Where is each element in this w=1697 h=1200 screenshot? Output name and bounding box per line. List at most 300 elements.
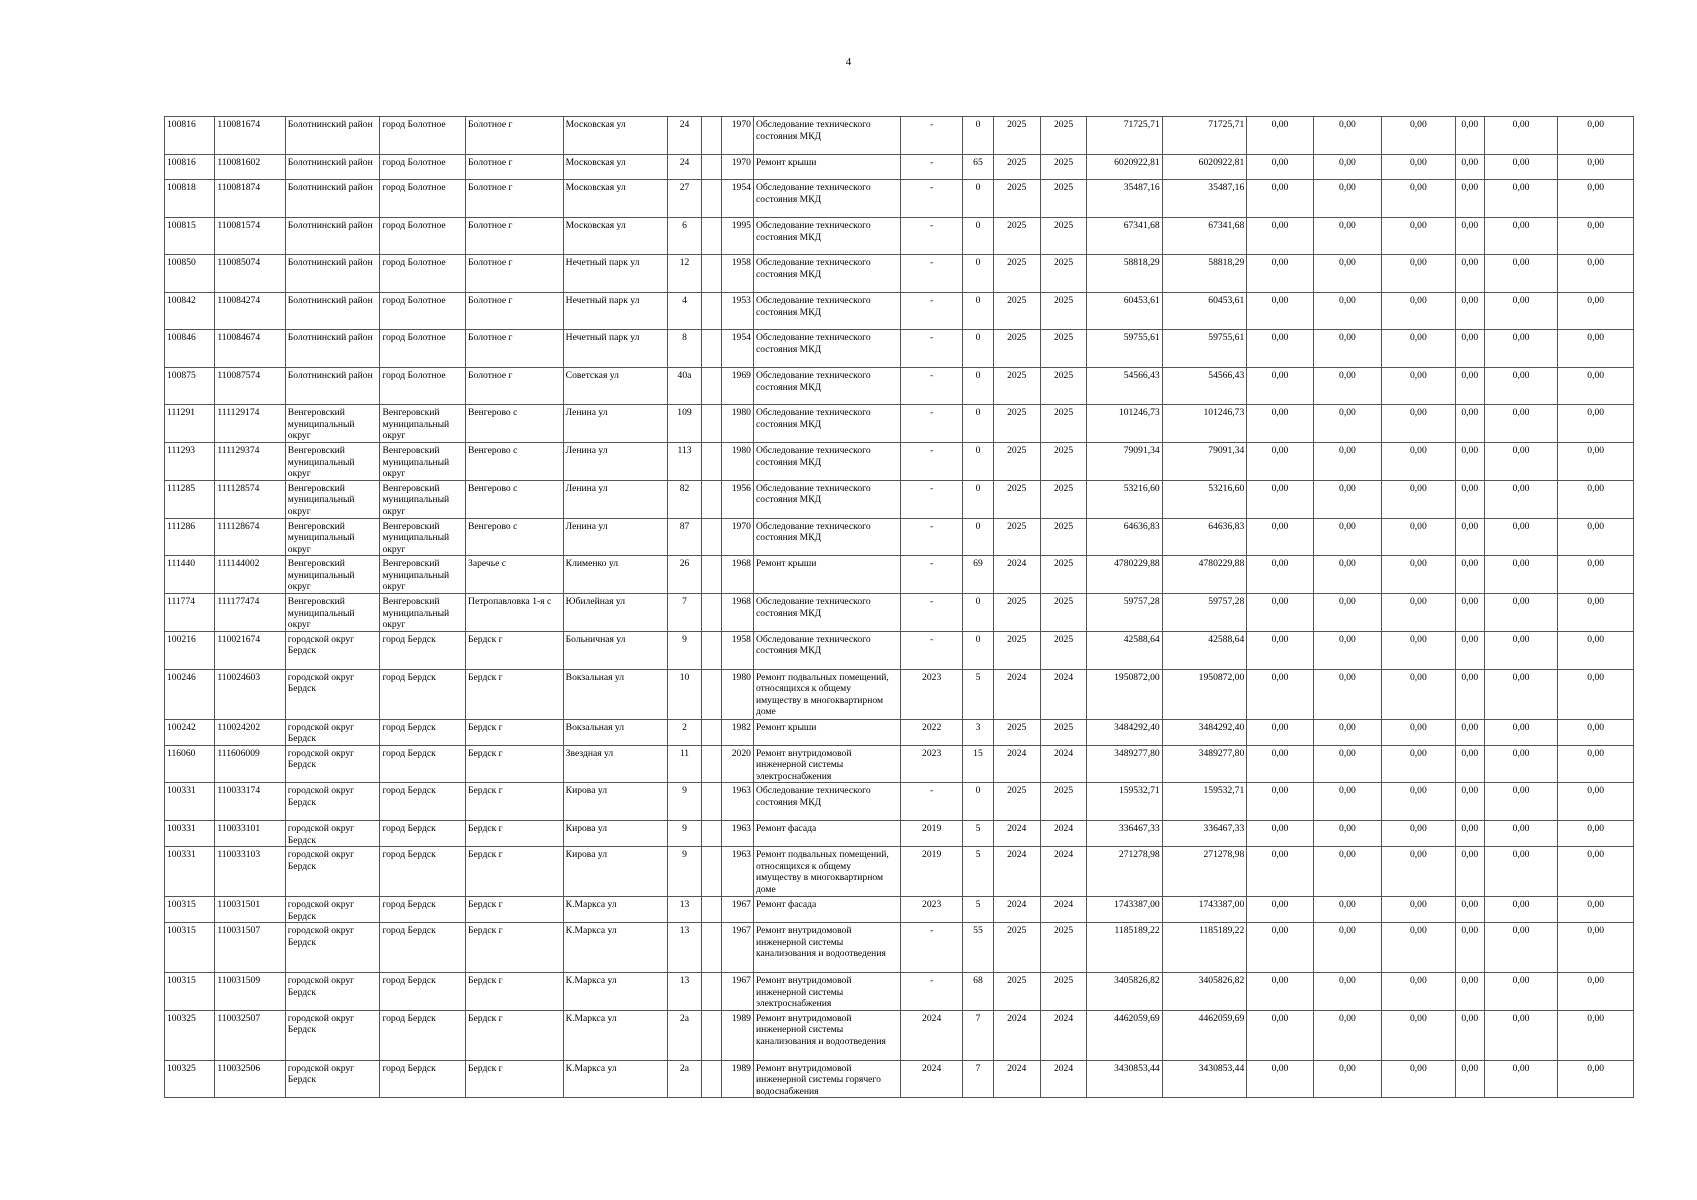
cell-cost-other-2: 0,00 (1558, 330, 1634, 368)
cell-total-cost: 54566,43 (1087, 368, 1163, 405)
cell-cost-owners: 0,00 (1484, 330, 1558, 368)
cell-house-id: 111286 (165, 518, 215, 556)
cell-object-code: 110084274 (215, 293, 285, 330)
cell-plan-end-year: 2025 (1040, 255, 1086, 293)
cell-last-repair-year: - (900, 594, 962, 632)
cell-total-cost: 60453,61 (1087, 293, 1163, 330)
cell-house-id: 100875 (165, 368, 215, 405)
table-row (165, 669, 1634, 719)
cell-cost-other-2: 0,00 (1558, 973, 1634, 1011)
cell-locality: Бердск г (466, 973, 564, 1011)
table-row (165, 897, 1634, 923)
cell-last-repair-year: 2023 (900, 897, 962, 923)
cell-plan-end-year: 2025 (1040, 293, 1086, 330)
table-row (165, 330, 1634, 368)
cell-wear-percent: 0 (963, 631, 993, 669)
cell-cost-fund: 271278,98 (1162, 847, 1247, 897)
cell-plan-end-year: 2025 (1040, 518, 1086, 556)
cell-house-number: 109 (668, 405, 701, 443)
cell-municipality: город Бердск (380, 821, 466, 847)
cell-housing-letter (701, 443, 721, 481)
cell-house-number: 82 (668, 480, 701, 518)
cell-housing-letter (701, 594, 721, 632)
cell-year-built: 1989 (721, 1010, 753, 1060)
cell-object-code: 111128674 (215, 518, 285, 556)
cell-plan-end-year: 2024 (1040, 1010, 1086, 1060)
table-row (165, 368, 1634, 405)
cell-cost-other-1: 0,00 (1455, 783, 1484, 821)
cell-housing-letter (701, 719, 721, 745)
cell-cost-fund: 35487,16 (1162, 180, 1247, 218)
cell-municipal-district: городской округ Бердск (285, 1060, 380, 1098)
cell-cost-fund: 67341,68 (1162, 218, 1247, 255)
cell-cost-local: 0,00 (1382, 117, 1456, 155)
cell-total-cost: 4462059,69 (1087, 1010, 1163, 1060)
table-row (165, 405, 1634, 443)
cell-wear-percent: 55 (963, 923, 993, 973)
cell-cost-other-1: 0,00 (1455, 180, 1484, 218)
cell-housing-letter (701, 293, 721, 330)
cell-last-repair-year: - (900, 180, 962, 218)
cell-total-cost: 336467,33 (1087, 821, 1163, 847)
cell-cost-other-1: 0,00 (1455, 293, 1484, 330)
cell-cost-owners: 0,00 (1484, 594, 1558, 632)
cell-house-number: 13 (668, 973, 701, 1011)
cell-wear-percent: 7 (963, 1060, 993, 1098)
cell-housing-letter (701, 783, 721, 821)
cell-plan-end-year: 2025 (1040, 330, 1086, 368)
cell-wear-percent: 0 (963, 480, 993, 518)
cell-total-cost: 271278,98 (1087, 847, 1163, 897)
cell-object-code: 110031509 (215, 973, 285, 1011)
table-row (165, 973, 1634, 1011)
cell-locality: Бердск г (466, 719, 564, 745)
cell-municipal-district: городской округ Бердск (285, 821, 380, 847)
cell-object-code: 110033103 (215, 847, 285, 897)
cell-housing-letter (701, 480, 721, 518)
cell-plan-start-year: 2025 (993, 973, 1040, 1011)
cell-wear-percent: 0 (963, 330, 993, 368)
cell-municipal-district: городской округ Бердск (285, 897, 380, 923)
table-row (165, 556, 1634, 594)
cell-year-built: 1995 (721, 218, 753, 255)
cell-housing-letter (701, 973, 721, 1011)
cell-cost-other-1: 0,00 (1455, 218, 1484, 255)
cell-municipality: город Болотное (380, 117, 466, 155)
cell-object-code: 110081674 (215, 117, 285, 155)
cell-year-built: 1967 (721, 973, 753, 1011)
cell-total-cost: 67341,68 (1087, 218, 1163, 255)
cell-cost-fund: 64636,83 (1162, 518, 1247, 556)
cell-municipality: Венгеровский муниципальный округ (380, 405, 466, 443)
cell-last-repair-year: - (900, 255, 962, 293)
cell-house-number: 9 (668, 631, 701, 669)
cell-municipal-district: городской округ Бердск (285, 847, 380, 897)
cell-cost-owners: 0,00 (1484, 180, 1558, 218)
cell-house-id: 100315 (165, 897, 215, 923)
cell-cost-local: 0,00 (1382, 155, 1456, 180)
cell-street: Нечетный парк ул (563, 255, 668, 293)
cell-cost-other-2: 0,00 (1558, 923, 1634, 973)
cell-locality: Бердск г (466, 897, 564, 923)
cell-house-number: 9 (668, 847, 701, 897)
cell-cost-federal: 0,00 (1247, 117, 1313, 155)
table-row (165, 518, 1634, 556)
cell-wear-percent: 15 (963, 745, 993, 783)
cell-housing-letter (701, 255, 721, 293)
cell-street: Больничная ул (563, 631, 668, 669)
cell-locality: Болотное г (466, 180, 564, 218)
cell-work-type: Ремонт внутридомовой инженерной системы горячего водоснабжения (753, 1060, 900, 1098)
cell-cost-regional: 0,00 (1313, 1060, 1381, 1098)
cell-cost-fund: 336467,33 (1162, 821, 1247, 847)
table-row (165, 631, 1634, 669)
cell-cost-owners: 0,00 (1484, 745, 1558, 783)
cell-house-id: 100242 (165, 719, 215, 745)
cell-object-code: 110085074 (215, 255, 285, 293)
cell-cost-federal: 0,00 (1247, 783, 1313, 821)
cell-cost-owners: 0,00 (1484, 368, 1558, 405)
cell-plan-end-year: 2024 (1040, 897, 1086, 923)
cell-plan-start-year: 2025 (993, 594, 1040, 632)
cell-cost-other-2: 0,00 (1558, 897, 1634, 923)
cell-housing-letter (701, 1060, 721, 1098)
cell-municipality: город Болотное (380, 218, 466, 255)
cell-municipality: город Бердск (380, 897, 466, 923)
cell-cost-fund: 1743387,00 (1162, 897, 1247, 923)
cell-cost-other-1: 0,00 (1455, 973, 1484, 1011)
cell-cost-owners: 0,00 (1484, 1010, 1558, 1060)
cell-object-code: 111128574 (215, 480, 285, 518)
cell-cost-local: 0,00 (1382, 631, 1456, 669)
cell-work-type: Ремонт подвальных помещений, относящихся к общему имуществу в многоквартирном доме (753, 669, 900, 719)
cell-cost-fund: 3430853,44 (1162, 1060, 1247, 1098)
cell-cost-federal: 0,00 (1247, 1010, 1313, 1060)
cell-cost-other-1: 0,00 (1455, 518, 1484, 556)
cell-housing-letter (701, 330, 721, 368)
cell-house-id: 100216 (165, 631, 215, 669)
cell-municipality: город Болотное (380, 155, 466, 180)
cell-cost-fund: 1185189,22 (1162, 923, 1247, 973)
cell-plan-end-year: 2024 (1040, 821, 1086, 847)
cell-locality: Венгерово с (466, 518, 564, 556)
cell-cost-federal: 0,00 (1247, 745, 1313, 783)
cell-cost-fund: 1950872,00 (1162, 669, 1247, 719)
cell-house-id: 111440 (165, 556, 215, 594)
cell-cost-local: 0,00 (1382, 180, 1456, 218)
cell-wear-percent: 68 (963, 973, 993, 1011)
cell-wear-percent: 0 (963, 293, 993, 330)
cell-object-code: 111129374 (215, 443, 285, 481)
cell-object-code: 110081874 (215, 180, 285, 218)
cell-street: Звездная ул (563, 745, 668, 783)
cell-street: К.Маркса ул (563, 1010, 668, 1060)
cell-cost-owners: 0,00 (1484, 255, 1558, 293)
cell-object-code: 111177474 (215, 594, 285, 632)
cell-object-code: 110031501 (215, 897, 285, 923)
cell-cost-local: 0,00 (1382, 745, 1456, 783)
cell-house-number: 2а (668, 1010, 701, 1060)
cell-locality: Болотное г (466, 117, 564, 155)
cell-municipal-district: городской округ Бердск (285, 719, 380, 745)
table-row (165, 1010, 1634, 1060)
cell-municipality: город Бердск (380, 783, 466, 821)
cell-cost-other-1: 0,00 (1455, 745, 1484, 783)
cell-municipality: Венгеровский муниципальный округ (380, 443, 466, 481)
table-row (165, 847, 1634, 897)
cell-plan-start-year: 2024 (993, 847, 1040, 897)
cell-work-type: Обследование технического состояния МКД (753, 518, 900, 556)
cell-year-built: 1963 (721, 783, 753, 821)
cell-cost-other-2: 0,00 (1558, 719, 1634, 745)
cell-housing-letter (701, 405, 721, 443)
cell-house-number: 13 (668, 923, 701, 973)
cell-plan-end-year: 2025 (1040, 155, 1086, 180)
cell-work-type: Обследование технического состояния МКД (753, 783, 900, 821)
cell-cost-regional: 0,00 (1313, 180, 1381, 218)
cell-plan-start-year: 2024 (993, 556, 1040, 594)
cell-year-built: 1969 (721, 368, 753, 405)
table-row (165, 293, 1634, 330)
cell-cost-owners: 0,00 (1484, 847, 1558, 897)
cell-wear-percent: 0 (963, 218, 993, 255)
cell-cost-local: 0,00 (1382, 518, 1456, 556)
cell-plan-end-year: 2025 (1040, 594, 1086, 632)
cell-total-cost: 1743387,00 (1087, 897, 1163, 923)
cell-municipality: город Бердск (380, 973, 466, 1011)
cell-year-built: 1967 (721, 897, 753, 923)
cell-total-cost: 3430853,44 (1087, 1060, 1163, 1098)
table-row (165, 783, 1634, 821)
cell-cost-other-1: 0,00 (1455, 255, 1484, 293)
cell-housing-letter (701, 923, 721, 973)
cell-locality: Бердск г (466, 847, 564, 897)
cell-wear-percent: 0 (963, 117, 993, 155)
cell-cost-federal: 0,00 (1247, 518, 1313, 556)
cell-municipality: город Болотное (380, 368, 466, 405)
cell-municipal-district: Венгеровский муниципальный округ (285, 518, 380, 556)
cell-cost-other-1: 0,00 (1455, 1010, 1484, 1060)
cell-plan-end-year: 2025 (1040, 405, 1086, 443)
cell-object-code: 110024603 (215, 669, 285, 719)
cell-plan-start-year: 2025 (993, 368, 1040, 405)
cell-cost-local: 0,00 (1382, 923, 1456, 973)
cell-housing-letter (701, 117, 721, 155)
table-row (165, 719, 1634, 745)
cell-cost-fund: 3484292,40 (1162, 719, 1247, 745)
cell-plan-end-year: 2024 (1040, 669, 1086, 719)
cell-wear-percent: 7 (963, 1010, 993, 1060)
cell-housing-letter (701, 180, 721, 218)
cell-house-number: 10 (668, 669, 701, 719)
cell-cost-regional: 0,00 (1313, 783, 1381, 821)
cell-house-id: 100815 (165, 218, 215, 255)
cell-total-cost: 71725,71 (1087, 117, 1163, 155)
cell-municipality: Венгеровский муниципальный округ (380, 518, 466, 556)
cell-house-number: 13 (668, 897, 701, 923)
cell-cost-regional: 0,00 (1313, 923, 1381, 973)
cell-year-built: 1968 (721, 594, 753, 632)
cell-cost-fund: 6020922,81 (1162, 155, 1247, 180)
cell-municipality: город Болотное (380, 330, 466, 368)
cell-house-number: 8 (668, 330, 701, 368)
cell-cost-local: 0,00 (1382, 821, 1456, 847)
table-row (165, 255, 1634, 293)
cell-locality: Болотное г (466, 330, 564, 368)
cell-wear-percent: 69 (963, 556, 993, 594)
cell-last-repair-year: 2022 (900, 719, 962, 745)
cell-cost-other-1: 0,00 (1455, 443, 1484, 481)
cell-last-repair-year: 2019 (900, 821, 962, 847)
cell-object-code: 110033174 (215, 783, 285, 821)
cell-year-built: 1958 (721, 631, 753, 669)
cell-cost-other-2: 0,00 (1558, 556, 1634, 594)
cell-last-repair-year: 2024 (900, 1010, 962, 1060)
cell-year-built: 1982 (721, 719, 753, 745)
cell-cost-local: 0,00 (1382, 594, 1456, 632)
cell-cost-federal: 0,00 (1247, 368, 1313, 405)
cell-plan-start-year: 2024 (993, 821, 1040, 847)
cell-street: Ленина ул (563, 518, 668, 556)
cell-locality: Бердск г (466, 821, 564, 847)
cell-housing-letter (701, 556, 721, 594)
cell-cost-local: 0,00 (1382, 1060, 1456, 1098)
cell-work-type: Ремонт крыши (753, 719, 900, 745)
cell-plan-end-year: 2025 (1040, 783, 1086, 821)
cell-street: Ленина ул (563, 443, 668, 481)
cell-cost-regional: 0,00 (1313, 330, 1381, 368)
cell-plan-start-year: 2025 (993, 443, 1040, 481)
cell-last-repair-year: 2023 (900, 669, 962, 719)
cell-wear-percent: 0 (963, 594, 993, 632)
cell-cost-other-2: 0,00 (1558, 631, 1634, 669)
cell-municipality: город Бердск (380, 745, 466, 783)
cell-house-id: 100325 (165, 1060, 215, 1098)
cell-house-id: 100331 (165, 821, 215, 847)
cell-locality: Венгерово с (466, 443, 564, 481)
cell-housing-letter (701, 821, 721, 847)
cell-municipality: город Бердск (380, 923, 466, 973)
cell-cost-regional: 0,00 (1313, 405, 1381, 443)
cell-year-built: 1980 (721, 669, 753, 719)
cell-cost-local: 0,00 (1382, 783, 1456, 821)
cell-year-built: 1954 (721, 330, 753, 368)
cell-plan-end-year: 2025 (1040, 923, 1086, 973)
cell-last-repair-year: - (900, 973, 962, 1011)
cell-work-type: Ремонт фасада (753, 821, 900, 847)
cell-total-cost: 64636,83 (1087, 518, 1163, 556)
cell-house-number: 2а (668, 1060, 701, 1098)
cell-cost-other-2: 0,00 (1558, 180, 1634, 218)
cell-house-id: 100842 (165, 293, 215, 330)
cell-municipal-district: Болотнинский район (285, 180, 380, 218)
cell-municipality: Венгеровский муниципальный округ (380, 480, 466, 518)
cell-last-repair-year: 2024 (900, 1060, 962, 1098)
cell-cost-regional: 0,00 (1313, 1010, 1381, 1060)
cell-total-cost: 3405826,82 (1087, 973, 1163, 1011)
cell-plan-end-year: 2025 (1040, 480, 1086, 518)
cell-year-built: 1970 (721, 155, 753, 180)
cell-cost-federal: 0,00 (1247, 255, 1313, 293)
cell-cost-federal: 0,00 (1247, 821, 1313, 847)
table-row (165, 117, 1634, 155)
cell-cost-local: 0,00 (1382, 330, 1456, 368)
cell-plan-end-year: 2025 (1040, 180, 1086, 218)
cell-cost-fund: 101246,73 (1162, 405, 1247, 443)
cell-cost-other-2: 0,00 (1558, 594, 1634, 632)
table-row (165, 155, 1634, 180)
cell-plan-end-year: 2024 (1040, 745, 1086, 783)
cell-cost-federal: 0,00 (1247, 847, 1313, 897)
cell-house-number: 26 (668, 556, 701, 594)
cell-cost-other-1: 0,00 (1455, 155, 1484, 180)
cell-plan-start-year: 2025 (993, 480, 1040, 518)
cell-cost-other-1: 0,00 (1455, 847, 1484, 897)
cell-municipality: город Бердск (380, 719, 466, 745)
cell-municipal-district: Болотнинский район (285, 368, 380, 405)
cell-cost-owners: 0,00 (1484, 783, 1558, 821)
cell-cost-other-2: 0,00 (1558, 443, 1634, 481)
cell-plan-start-year: 2025 (993, 117, 1040, 155)
cell-cost-fund: 4780229,88 (1162, 556, 1247, 594)
cell-locality: Болотное г (466, 293, 564, 330)
cell-cost-owners: 0,00 (1484, 405, 1558, 443)
cell-street: Нечетный парк ул (563, 293, 668, 330)
cell-municipal-district: городской округ Бердск (285, 631, 380, 669)
cell-cost-other-1: 0,00 (1455, 1060, 1484, 1098)
cell-municipal-district: городской округ Бердск (285, 669, 380, 719)
cell-cost-owners: 0,00 (1484, 821, 1558, 847)
cell-total-cost: 53216,60 (1087, 480, 1163, 518)
cell-house-id: 100325 (165, 1010, 215, 1060)
cell-total-cost: 159532,71 (1087, 783, 1163, 821)
cell-cost-regional: 0,00 (1313, 631, 1381, 669)
cell-cost-federal: 0,00 (1247, 1060, 1313, 1098)
cell-cost-fund: 159532,71 (1162, 783, 1247, 821)
cell-housing-letter (701, 218, 721, 255)
cell-cost-other-2: 0,00 (1558, 293, 1634, 330)
cell-work-type: Ремонт внутридомовой инженерной системы электроснабжения (753, 745, 900, 783)
cell-object-code: 110024202 (215, 719, 285, 745)
cell-cost-federal: 0,00 (1247, 897, 1313, 923)
cell-municipality: город Бердск (380, 1060, 466, 1098)
cell-year-built: 1953 (721, 293, 753, 330)
cell-cost-regional: 0,00 (1313, 847, 1381, 897)
table-row (165, 923, 1634, 973)
cell-cost-other-1: 0,00 (1455, 330, 1484, 368)
cell-housing-letter (701, 518, 721, 556)
cell-street: Клименко ул (563, 556, 668, 594)
cell-last-repair-year: - (900, 443, 962, 481)
cell-cost-local: 0,00 (1382, 1010, 1456, 1060)
cell-cost-local: 0,00 (1382, 480, 1456, 518)
cell-cost-local: 0,00 (1382, 255, 1456, 293)
cell-cost-regional: 0,00 (1313, 443, 1381, 481)
cell-last-repair-year: - (900, 330, 962, 368)
cell-cost-local: 0,00 (1382, 719, 1456, 745)
cell-housing-letter (701, 631, 721, 669)
cell-municipal-district: Венгеровский муниципальный округ (285, 480, 380, 518)
cell-cost-fund: 60453,61 (1162, 293, 1247, 330)
cell-locality: Болотное г (466, 155, 564, 180)
cell-total-cost: 42588,64 (1087, 631, 1163, 669)
cell-cost-other-2: 0,00 (1558, 255, 1634, 293)
cell-total-cost: 3489277,80 (1087, 745, 1163, 783)
cell-cost-fund: 58818,29 (1162, 255, 1247, 293)
cell-locality: Бердск г (466, 631, 564, 669)
cell-house-id: 111293 (165, 443, 215, 481)
cell-cost-regional: 0,00 (1313, 368, 1381, 405)
